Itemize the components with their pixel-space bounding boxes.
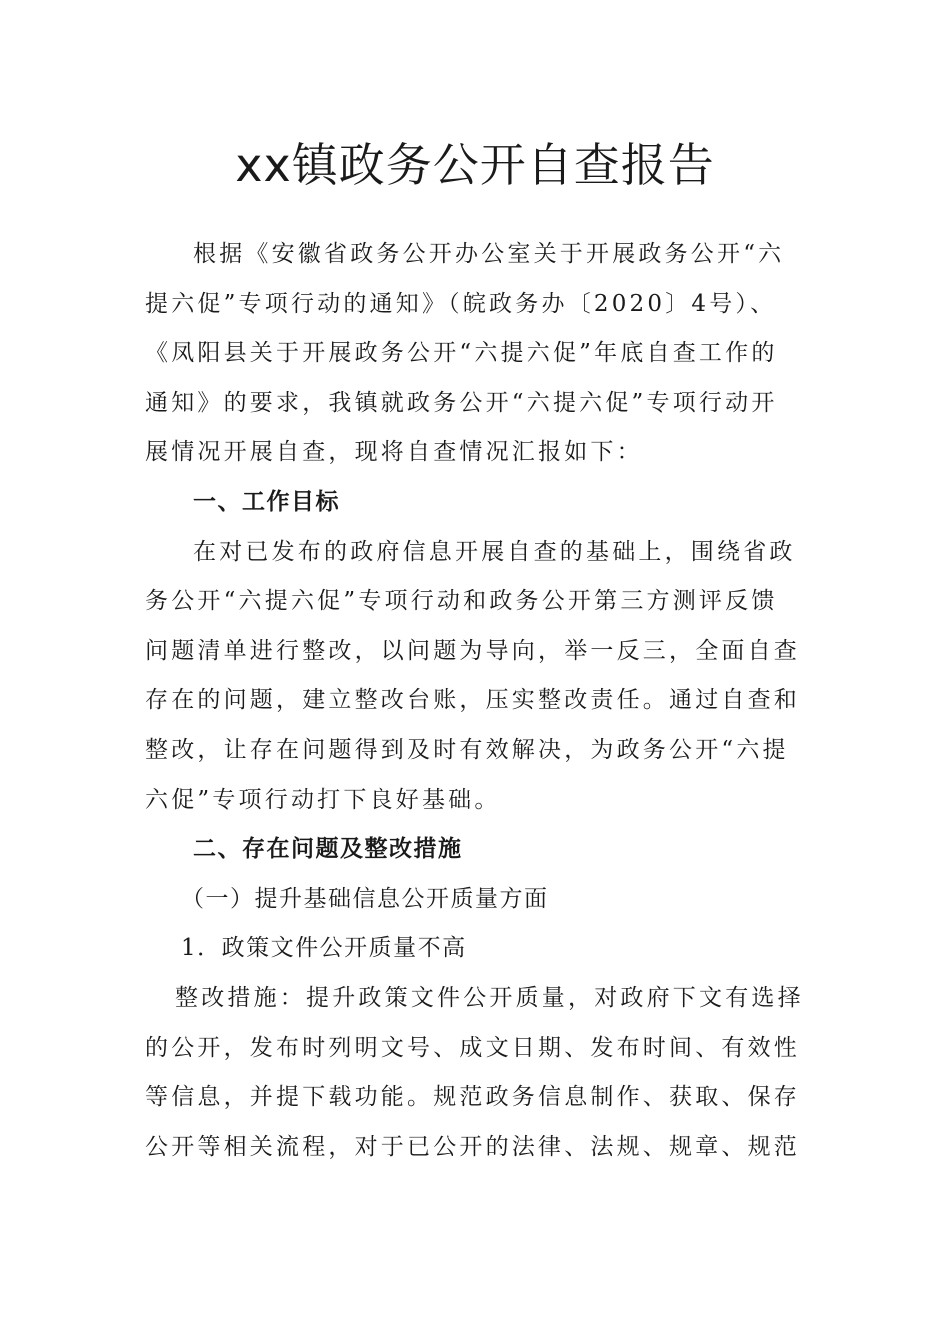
section-heading: 二、存在问题及整改措施 — [193, 836, 463, 863]
paragraph-line: 整改，让存在问题得到及时有效解决，为政务公开“六提 — [145, 736, 789, 763]
item-heading: 1．政策文件公开质量不高 — [181, 935, 467, 962]
paragraph-line: 存在的问题，建立整改台账，压实整改责任。通过自查和 — [145, 687, 800, 714]
paragraph-line: 提六促”专项行动的通知》（皖政务办〔2020〕4号）、 — [145, 290, 777, 317]
paragraph-line: 问题清单进行整改，以问题为导向，举一反三，全面自查 — [145, 637, 800, 664]
section-heading: 一、工作目标 — [193, 488, 340, 515]
subsection-heading: （一）提升基础信息公开质量方面 — [181, 885, 549, 912]
paragraph-line: 的公开，发布时列明文号、成文日期、发布时间、有效性 — [145, 1034, 800, 1061]
document-title: xx镇政务公开自查报告 — [235, 138, 715, 192]
paragraph-line: 通知》的要求，我镇就政务公开“六提六促”专项行动开 — [145, 389, 778, 416]
paragraph-line: 公开等相关流程，对于已公开的法律、法规、规章、规范 — [145, 1133, 800, 1160]
document-body — [145, 230, 805, 1172]
paragraph-line: 等信息，并提下载功能。规范政务信息制作、获取、保存 — [145, 1084, 800, 1111]
paragraph-line: 《凤阳县关于开展政务公开“六提六促”年底自查工作的 — [145, 340, 778, 367]
paragraph-line: 整改措施：提升政策文件公开质量，对政府下文有选择 — [175, 984, 804, 1011]
paragraph-line: 根据《安徽省政务公开办公室关于开展政务公开“六 — [193, 241, 785, 267]
paragraph-line: 在对已发布的政府信息开展自查的基础上，围绕省政 — [193, 538, 796, 565]
paragraph-line: 六促”专项行动打下良好基础。 — [145, 786, 501, 813]
paragraph-line: 务公开“六提六促”专项行动和政务公开第三方测评反馈 — [145, 588, 778, 615]
paragraph-line: 展情况开展自查，现将自查情况汇报如下： — [145, 439, 643, 466]
